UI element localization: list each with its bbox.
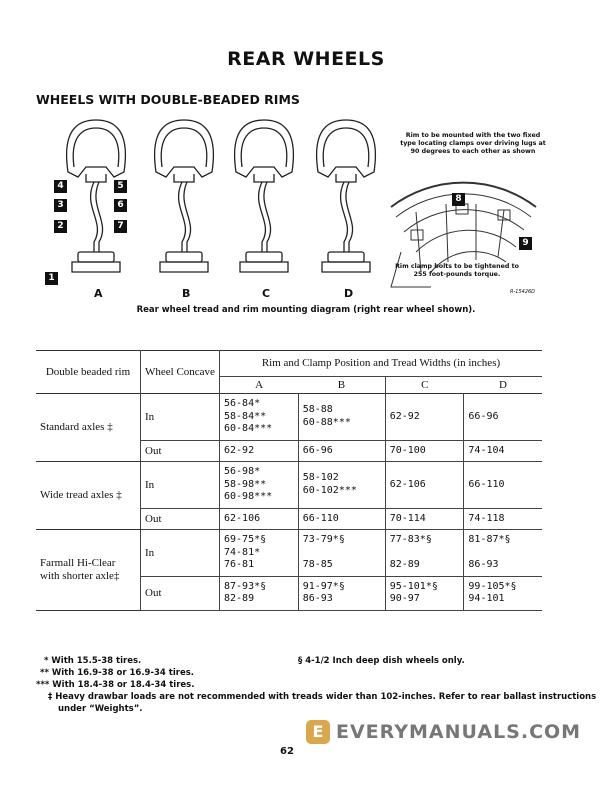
callout-6: 6: [114, 199, 127, 212]
page-title: REAR WHEELS: [227, 48, 385, 70]
tread-width-cell-c: 62-106: [385, 462, 464, 509]
tread-width-cell-d: 74-118: [464, 508, 542, 530]
wheel-cross-section-c: [235, 120, 294, 272]
callout-3: 3: [54, 199, 67, 212]
tread-width-cell-a: 56-98* 58-98** 60-98***: [220, 462, 299, 509]
table-row: [36, 462, 542, 509]
table-row: [36, 394, 542, 441]
concave-cell: Out: [141, 576, 220, 610]
header-concave: Wheel Concave: [141, 351, 220, 394]
rim-type-cell: Farmall Hi-Clear with shorter axle‡: [36, 530, 141, 611]
table-row: [36, 530, 542, 577]
tread-width-cell-b: 58-102 60-102***: [298, 462, 385, 509]
tread-width-cell-b: 91-97*§ 86-93: [298, 576, 385, 610]
wheel-label-d: D: [344, 287, 354, 300]
page-number: 62: [280, 746, 294, 757]
footnotes: [36, 655, 597, 715]
watermark-logo: E: [306, 720, 330, 744]
tread-width-cell-b: 58-88 60-88***: [298, 394, 385, 441]
tread-width-cell-a: 56-84* 58-84** 60-84***: [220, 394, 299, 441]
figure-id: R-15426D: [510, 289, 536, 295]
header-rim: Double beaded rim: [45, 365, 131, 378]
tread-width-cell-c: 62-92: [385, 394, 464, 441]
header-position-b: B: [337, 378, 346, 391]
callout-9: 9: [519, 237, 532, 250]
wheel-label-a: A: [94, 287, 103, 300]
wheel-cross-section-b: [155, 120, 214, 272]
tread-width-cell-c: 77-83*§ 82-89: [385, 530, 464, 577]
concave-cell: In: [141, 530, 220, 577]
header-position-c: C: [385, 376, 464, 394]
callout-8: 8: [452, 193, 465, 206]
tread-width-cell-c: 70-114: [385, 508, 464, 530]
callout-1: 1: [45, 272, 58, 285]
footnote-triple: *** With 18.4-38 or 18.4-34 tires.: [36, 680, 195, 690]
tread-width-cell-a: 62-106: [220, 508, 299, 530]
tread-width-cell-c: 95-101*§ 90-97: [385, 576, 464, 610]
footnote-dagger: ‡ Heavy drawbar loads are not recommended with treads wider than 102-inches. Refer to rear ballast instructions: [48, 692, 597, 702]
concave-cell: In: [141, 462, 220, 509]
footnote-single: * With 15.5-38 tires.: [44, 656, 142, 666]
tread-width-cell-b: 73-79*§ 78-85: [298, 530, 385, 577]
footnote-double: ** With 16.9-38 or 16.9-34 tires.: [40, 668, 195, 678]
callout-2: 2: [54, 220, 67, 233]
torque-note: Rim clamp bolts to be tightened to 255 foot-pounds torque.: [395, 263, 519, 278]
concave-cell: Out: [141, 440, 220, 462]
tread-width-cell-d: 74-104: [464, 440, 542, 462]
header-position-d: D: [498, 378, 507, 391]
callout-4: 4: [54, 180, 67, 193]
wheel-cross-section-d: [317, 120, 376, 272]
header-position-a: A: [220, 376, 299, 394]
tread-width-cell-a: 87-93*§ 82-89: [220, 576, 299, 610]
tread-width-cell-a: 69-75*§ 74-81* 76-81: [220, 530, 299, 577]
header-group: Rim and Clamp Position and Tread Widths (in inches): [220, 351, 543, 377]
tread-width-table: [36, 350, 542, 611]
watermark: EVERYMANUALS.COM: [336, 721, 582, 743]
tread-width-cell-d: 66-110: [464, 462, 542, 509]
rim-type-cell: Standard axles ‡: [36, 394, 141, 462]
mounting-note: Rim to be mounted with the two fixed type locating clamps over driving lugs at 90 degrees to each other as shown: [400, 132, 546, 155]
footnote-section: § 4-1/2 Inch deep dish wheels only.: [298, 656, 465, 666]
tread-width-cell-d: 99-105*§ 94-101: [464, 576, 542, 610]
callout-7: 7: [114, 220, 127, 233]
wheel-cross-section-a: [67, 120, 126, 272]
tread-width-cell-d: 66-96: [464, 394, 542, 441]
tread-width-cell-a: 62-92: [220, 440, 299, 462]
tread-width-cell-c: 70-100: [385, 440, 464, 462]
concave-cell: In: [141, 394, 220, 441]
section-subtitle: WHEELS WITH DOUBLE-BEADED RIMS: [36, 92, 300, 107]
footnote-dagger-cont: under “Weights”.: [58, 704, 143, 714]
tread-width-cell-b: 66-110: [298, 508, 385, 530]
tread-width-cell-b: 66-96: [298, 440, 385, 462]
rim-type-cell: Wide tread axles ‡: [36, 462, 141, 530]
figure-caption: Rear wheel tread and rim mounting diagram (right rear wheel shown).: [136, 305, 476, 315]
tread-width-cell-d: 81-87*§ 86-93: [464, 530, 542, 577]
wheel-label-c: C: [262, 287, 271, 300]
concave-cell: Out: [141, 508, 220, 530]
callout-5: 5: [114, 180, 127, 193]
wheel-label-b: B: [182, 287, 191, 300]
